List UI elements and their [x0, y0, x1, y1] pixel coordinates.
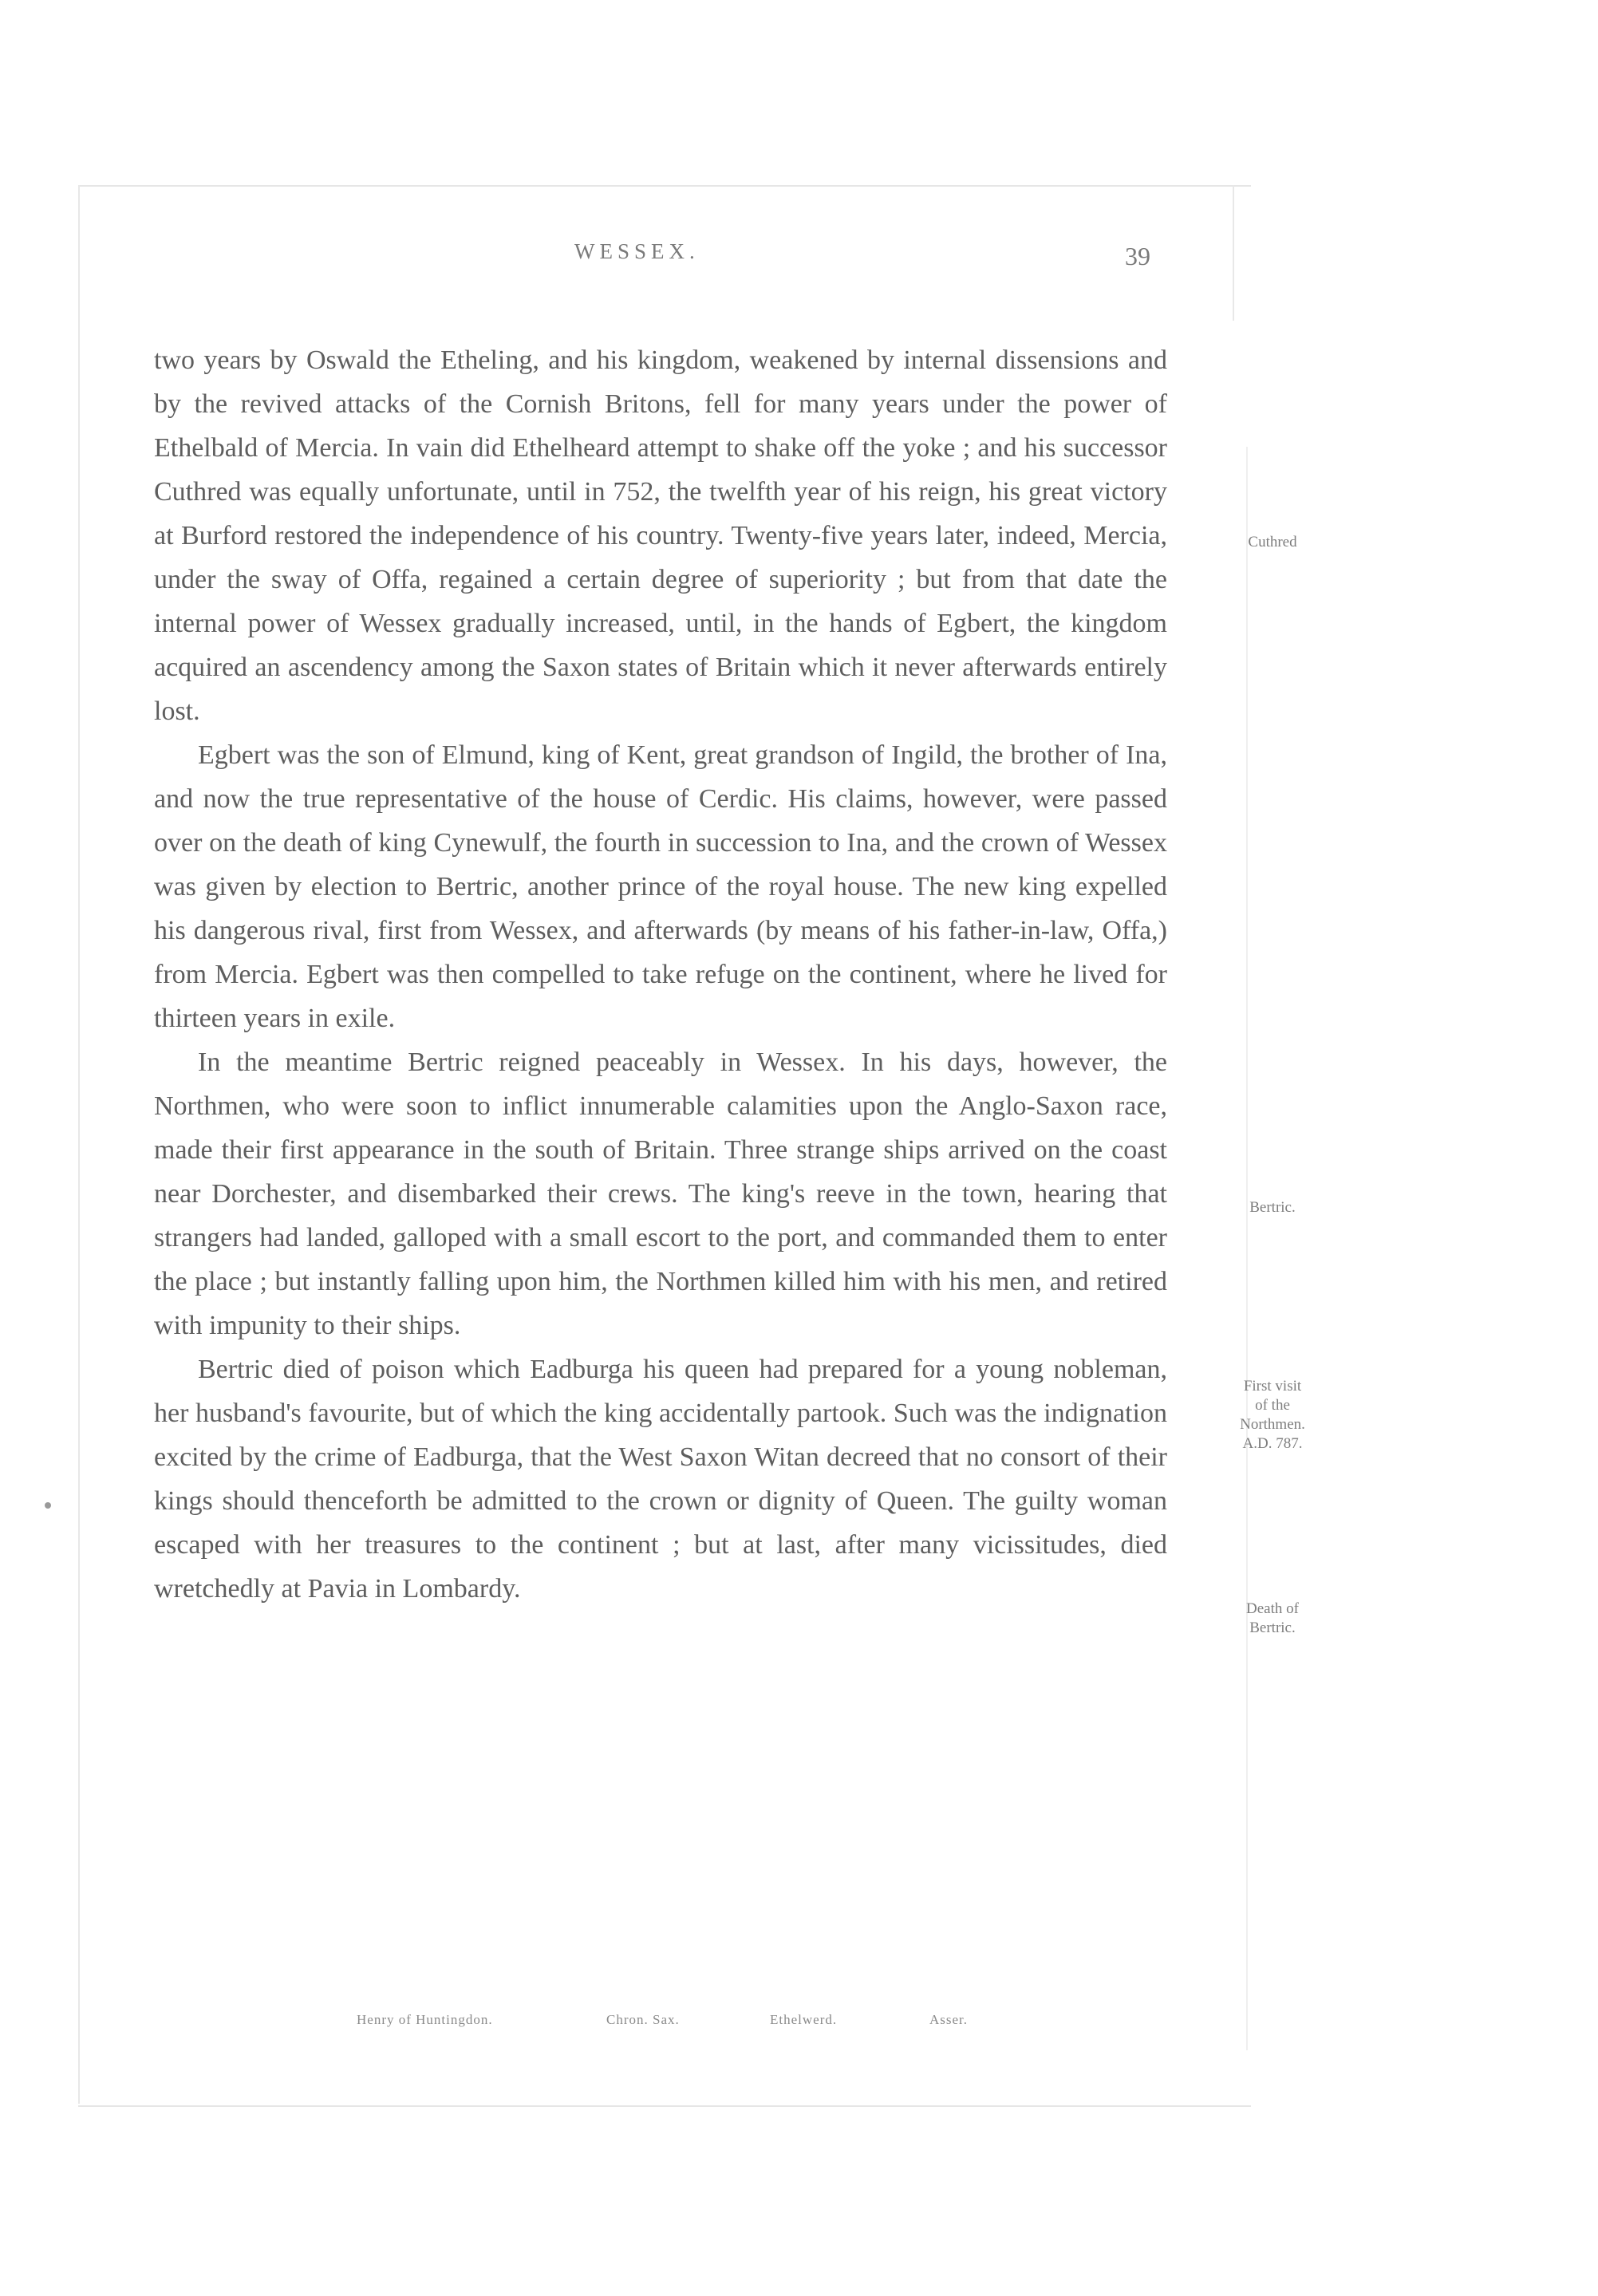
sidenote-line: Bertric.: [1249, 1199, 1296, 1216]
sidenote-bertric: [1205, 1198, 1340, 1217]
source-ethelwerd: Ethelwerd.: [770, 2012, 838, 2027]
page-right-rule: [1233, 185, 1234, 321]
running-title: WESSEX.: [574, 239, 700, 263]
source-asser: Asser.: [929, 2012, 969, 2027]
paragraph: Egbert was the son of Elmund, king of Kent, great grandson of Ingild, the brother of Ina, and now the true representative of the house of Cerdic. His claims, however, were passed over on the death of king Cynewulf, the fourth in succession to Ina, and the crown of Wessex was given by election to Bertric, another prince of the royal house. The new king expelled his dangerous rival, first from Wessex, and afterwards (by means of his father-in-law, Offa,) from Mercia. Egbert was then compelled to take refuge on the continent, where he lived for thirteen years in exile.: [154, 740, 1167, 1033]
page-left-rule: [78, 185, 80, 2104]
margin-rule: [1246, 447, 1248, 2050]
source-chron-sax: Chron. Sax.: [606, 2012, 680, 2027]
body-text: [154, 338, 1167, 1611]
sidenote-death-of-bertric: [1205, 1600, 1340, 1638]
paragraph: two years by Oswald the Etheling, and his kingdom, weakened by internal dissensions and by the revived attacks of the Cornish Britons, fell for many years under the power of Ethelbald of Mercia. In vain did Ethelheard attempt to shake off the yoke ; and his successor Cuthred was equally unfortunate, until in 752, the twelfth year of his reign, his great victory at Burford restored the independence of his country. Twenty-five years later, indeed, Mercia, under the sway of Offa, regained a certain degree of superiority ; but from that date the internal power of Wessex gradually increased, until, in the hands of Egbert, the kingdom acquired an ascendency among the Saxon states of Britain which it never afterwards entirely lost.: [154, 345, 1167, 726]
sidenote-line: A.D. 787.: [1242, 1435, 1303, 1452]
margin-dot: [45, 1502, 51, 1509]
sidenote-line: Cuthred: [1248, 534, 1297, 550]
paragraph: Bertric died of poison which Eadburga his queen had prepared for a young nobleman, her husband's favourite, but of which the king accidentally partook. Such was the indignation excited by the crime of Eadburga, that the West Saxon Witan decreed that no consort of their kings should thenceforth be admitted to the crown or dignity of Queen. The guilty woman escaped with her treasures to the continent ; but at last, after many vicissitudes, died wretchedly at Pavia in Lombardy.: [154, 1355, 1167, 1604]
sidenote-line: Northmen.: [1240, 1416, 1305, 1433]
source-henry-of-huntingdon: Henry of Huntingdon.: [357, 2012, 493, 2027]
sidenote-line: Bertric.: [1249, 1619, 1296, 1636]
page-number: 39: [1125, 242, 1150, 270]
sidenote-first-visit: [1205, 1377, 1340, 1454]
sidenote-line: First visit: [1243, 1378, 1302, 1395]
sidenote-line: of the: [1255, 1397, 1290, 1414]
sidenote-line: Death of: [1246, 1600, 1299, 1617]
paragraph: In the meantime Bertric reigned peaceably in Wessex. In his days, however, the Northmen, who were soon to inflict innumerable calamities upon the Anglo-Saxon race, made their first appearance in the south of Britain. Three strange ships arrived on the coast near Dorchester, and disembarked their crews. The king's reeve in the town, hearing that strangers had landed, galloped with a small escort to the port, and commanded them to enter the place ; but instantly falling upon him, the Northmen killed him with his men, and retired with impunity to their ships.: [154, 1047, 1167, 1340]
sidenote-cuthred: [1205, 533, 1340, 552]
